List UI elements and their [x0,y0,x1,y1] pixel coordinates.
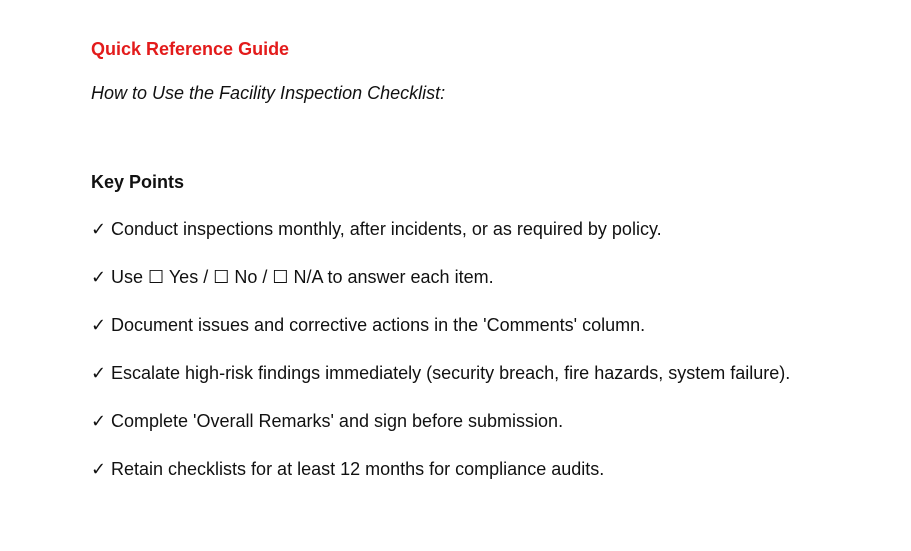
check-icon: ✓ [91,411,107,431]
list-item-text: Retain checklists for at least 12 months for compliance audits. [111,459,605,479]
document-page [91,36,791,503]
list-item [91,359,791,387]
document-title: Quick Reference Guide [91,39,290,59]
section-heading: Key Points [91,172,185,192]
list-item-text: Conduct inspections monthly, after incidents, or as required by policy. [111,219,662,239]
document-subtitle: How to Use the Facility Inspection Checklist: [91,83,446,103]
list-item-text: Use ☐ Yes / ☐ No / ☐ N/A to answer each item. [111,267,494,287]
check-icon: ✓ [91,315,107,335]
check-icon: ✓ [91,459,107,479]
key-points-list [91,215,791,483]
check-icon: ✓ [91,267,107,287]
list-item [91,311,791,339]
list-item [91,263,791,291]
list-item-text: Escalate high-risk findings immediately (security breach, fire hazards, system failure). [111,363,791,383]
check-icon: ✓ [91,219,107,239]
list-item [91,407,791,435]
list-item [91,455,791,483]
check-icon: ✓ [91,363,107,383]
list-item [91,215,791,243]
list-item-text: Complete 'Overall Remarks' and sign before submission. [111,411,564,431]
list-item-text: Document issues and corrective actions in the 'Comments' column. [111,315,646,335]
